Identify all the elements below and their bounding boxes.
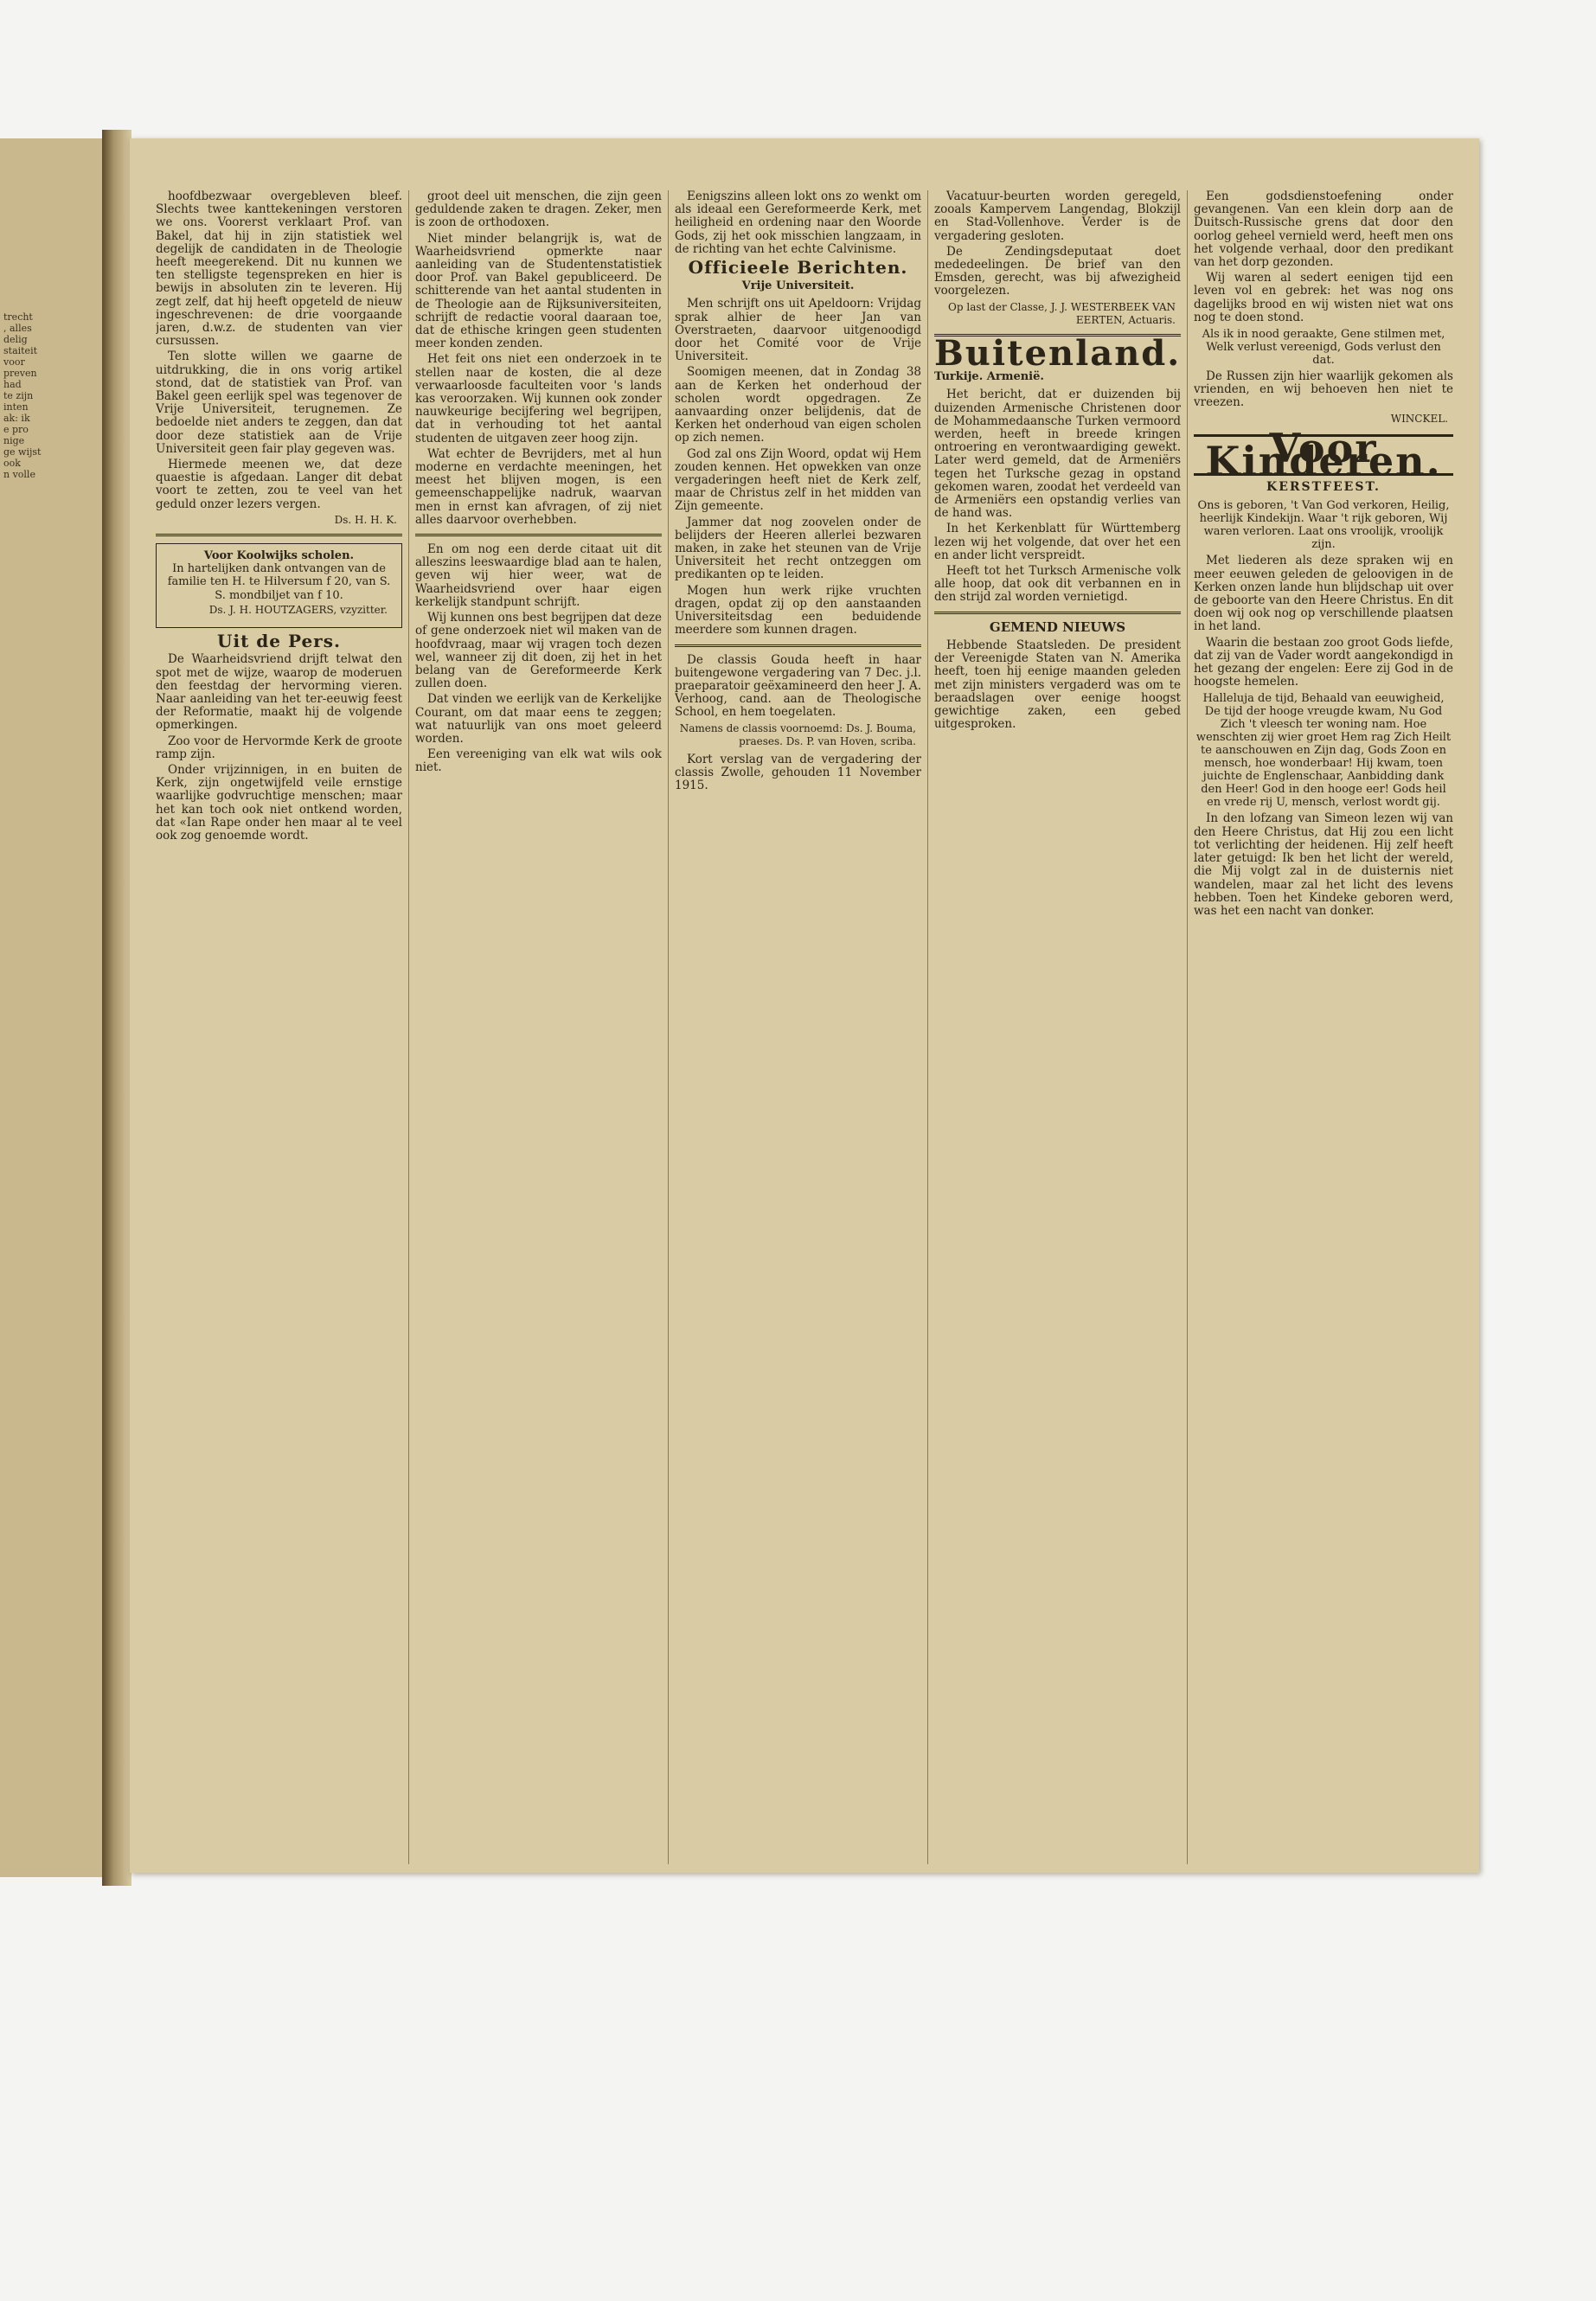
article-paragraph: Het feit ons niet een onderzoek in te stellen naar de kosten, die al deze verwaarloosde faculteiten voor 's lands kas veroorzaken. Wij kunnen ook zonder nauwkeurige becijfering wel begrijpen, dat in verhouding tot het aantal studenten de uitgaven zeer hoog zijn. [415,352,662,445]
notice-box [156,543,402,628]
article-paragraph: Wat echter de Bevrijders, met al hun moderne en verdachte meeningen, het meest het blijven mogen, is een gemeenschappelijke nadruk, waarvan men in ernst kan afvragen, of zij niet alles daarvoor overhebben. [415,446,662,527]
article-paragraph: In het Kerkenblatt für Württemberg lezen wij het volgende, dat over het een en ander licht verspreidt. [934,522,1181,562]
notice-title: Voor Koolwijks scholen. [203,549,355,563]
article-paragraph: Waarin die bestaan zoo groot Gods liefde, dat zij van de Vader wordt aangekondigd in het gezang der engelen: Eere zij God in de hoogste hemelen. [1194,635,1453,689]
article-paragraph: Zoo voor de Hervormde Kerk de groote ramp zijn. [156,734,402,761]
article-paragraph: Met liederen als deze spraken wij en meer eeuwen geleden de geloovigen in de Kerken onzen lande hun blijdschap uit over de geboorte van den Heere Christus. En dit doen wij ook nog op verschillende plaatsen in het land. [1194,554,1453,634]
article-paragraph: De Waarheidsvriend drijft telwat den spot met de wijze, waarop de moderuen den feestdag der hervorming vieren. Naar aanleiding van het ter-eeuwig feest der Reformatie, maakt hij de volgende opmerkingen. [156,652,402,733]
article-paragraph: Hebbende Staatsleden. De president der Vereenigde Staten van N. Amerika heeft, toen hij eenige maanden geleden met zijn ministers vergaderd was om te beraadslagen over eenige hoogst gewichtige zaken, een gebed uitgesproken. [934,638,1181,732]
article-paragraph: In den lofzang van Simeon lezen wij van den Heere Christus, dat Hij zou een licht tot verlichting der heidenen. Hij zelf heeft later getuigd: Ik ben het licht der wereld, die Mij volgt zal in de duisternis niet wandelen, maar zal het licht des levens hebben. Toen het Kindeke geboren werd, was het een nacht van donker. [1194,811,1453,918]
column-rule [927,190,928,1864]
column-1 [156,190,402,1864]
section-heading: Uit de Pers. [217,631,341,652]
margin-fragment: ge wijst [3,446,42,458]
article-signature: Ds. H. H. K. [334,513,397,526]
article-paragraph: Een vereeniging van elk wat wils ook niet. [415,747,662,775]
margin-fragment: inten [3,401,29,413]
section-banner: Buitenland. [934,333,1181,375]
column-3 [675,190,921,1864]
divider [934,612,1181,614]
article-paragraph: Men schrijft ons uit Apeldoorn: Vrijdag sprak alhier de heer Jan van Overstraeten, daarvoor uitgenoodigd door het Comité voor de Vrije Universiteit. [675,297,921,364]
article-paragraph: Vacatuur-beurten worden geregeld, zooals Kampervem Langendag, Blokzijl en Stad-Vollenhove. Verder is de vergadering gesloten. [934,190,1181,243]
article-paragraph: God zal ons Zijn Woord, opdat wij Hem zouden kennen. Het opwekken van onze vergaderingen heeft niet de Kerk zelf, maar de Christus zelf in het midden van Zijn gemeente. [675,446,921,514]
article-paragraph: groot deel uit menschen, die zijn geen geduldende zaken te dragen. Zeker, men is zoon de orthodoxen. [415,190,662,230]
article-paragraph: Wij waren al sedert eenigen tijd een leven vol en gebrek: het was nog ons dagelijks brood en wij wisten niet wat ons nog te doen stond. [1194,271,1453,324]
section-banner: Voor Kinderen. [1194,434,1453,476]
article-paragraph: Soomigen meenen, dat in Zondag 38 aan de Kerken het onderhoud der scholen wordt opgedragen. Ze aanvaarding onzer belijdenis, dat de Kerken het onderhoud van eigen scholen op zich nemen. [675,365,921,445]
column-2 [415,190,662,1864]
article-paragraph: Niet minder belangrijk is, wat de Waarheidsvriend opmerkte naar aanleiding van de Studentenstatistiek door Prof. van Bakel gepubliceerd. De schitterende van het aantal studenten in de Theologie aan de Rijksuniversiteiten, schrijft de redactie vooral daaraan toe, dat de ethische kringen geen studenten meer konden zenden. [415,231,662,351]
poem-stanza: Ons is geboren, 't Van God verkoren, Heilig, heerlijk Kindekijn. Waar 't rijk geboren, Wij waren verloren. Laat ons vroolijk, vroolijk zijn. [1197,499,1450,552]
poem-stanza: Als ik in nood geraakte, Gene stilmen met, Welk verlust vereenigd, Gods verlust den dat. [1202,328,1445,368]
article-paragraph: De classis Gouda heeft in haar buitengewone vergadering van 7 Dec. j.l. praeparatoir geëxamineerd den heer J. A. Verhoog, cand. aan de Theologische School, en hem toegelaten. [675,652,921,720]
margin-fragment: ook [3,458,21,469]
column-rule [408,190,409,1864]
newspaper-page [130,138,1479,1873]
margin-fragment: staiteit [3,345,38,356]
margin-fragment: te zijn [3,390,34,401]
margin-fragment: n volle [3,469,35,480]
notice-signature: Ds. J. H. HOUTZAGERS, vzyzitter. [208,603,388,616]
margin-fragment: e pro [3,424,29,435]
margin-fragment: , alles [3,323,32,334]
column-5 [1194,190,1453,1864]
article-signature: WINCKEL. [1390,412,1448,425]
section-subheading: Turkije. Armenië. [934,370,1044,384]
article-paragraph: De Zendingsdeputaat doet mededeelingen. De brief van den Emsden, gerecht, was bij afwezigheid voorgelezen. [934,244,1181,298]
column-rule [668,190,669,1864]
margin-fragment: preven [3,368,37,379]
previous-page-text [3,311,100,480]
notice-body: In hartelijken dank ontvangen van de familie ten H. te Hilversum f 20, van S. S. mondbiljet van f 10. [167,562,391,602]
article-paragraph: Onder vrijzinnigen, in en buiten de Kerk, zijn ongetwijfeld veile ernstige waarlijke godvruchtige menschen; maar het kan toch ook niet ontkend worden, dat «Ian Rape onder hen maar al te veel ook zog genoemde wordt. [156,762,402,843]
article-paragraph: Mogen hun werk rijke vruchten dragen, opdat zij op den aanstaanden Universiteitsdag een beduidende meerdere som kunnen dragen. [675,583,921,638]
margin-fragment: trecht [3,311,33,323]
article-paragraph: Jammer dat nog zoovelen onder de belijders der Heeren allerlei bezwaren maken, in zake het steunen van de Vrije Universiteit het recht ontzeggen om predikanten op te leiden. [675,515,921,582]
margin-fragment: voor [3,356,25,368]
margin-fragment: had [3,379,22,390]
article-paragraph: hoofdbezwaar overgebleven bleef. Slechts twee kanttekeningen verstoren we ons. Voorerst verklaart Prof. van Bakel, dat hij in zijn statistiek wel degelijk de candidaten in de Theologie heeft meegerekend. Dit nu kunnen we ten stelligste tegenspreken en hier is bewijs in absoluten zin te leveren. Hij zegt zelf, dat hij heeft opgeteld de nieuw ingeschrevenen: de drie voorgaande jaren, d.w.z. de studenten van vier cursussen. [156,190,402,349]
column-rule [1187,190,1188,1864]
divider [415,534,662,536]
article-signature: Op last der Classe, J. J. WESTERBEEK VAN EERTEN, Actuaris. [948,300,1176,326]
article-paragraph: Wij kunnen ons best begrijpen dat deze of gene onderzoek niet wil maken van de hoofdvraag, maar wij vragen toch dezen wel, wanneer zij dit doen, zij het in het belang van de Gereformeerde Kerk zullen doen. [415,611,662,691]
margin-fragment: delig [3,334,28,345]
article-paragraph: En om nog een derde citaat uit dit alleszins leeswaardige blad aan te halen, geven wij hier weer, wat de Waarheidsvriend over haar eigen kerkelijk standpunt schrijft. [415,542,662,609]
article-paragraph: Een godsdienstoefening onder gevangenen. Van een klein dorp aan de Duitsch-Russische grens dat door den oorlog geheel vernield werd, heeft men ons het volgende verhaal, door den predikant van het dorp gezonden. [1194,190,1453,270]
section-heading: GEMEND NIEUWS [989,619,1126,635]
section-heading: Officieele Berichten. [688,257,908,279]
article-paragraph: Hiermede meenen we, dat deze quaestie is afgedaan. Langer dit debat voort te zetten, zou te veel van het geduld onzer lezers vergen. [156,458,402,511]
book-gutter [102,130,131,1886]
section-subheading: Vrije Universiteit. [741,279,855,293]
article-paragraph: Dat vinden we eerlijk van de Kerkelijke Courant, om dat maar eens te zeggen; wat natuurlijk van ons moet geleerd worden. [415,692,662,746]
divider [156,534,402,536]
previous-page-strip [0,138,106,1877]
section-subheading: KERSTFEEST. [1266,480,1381,495]
article-paragraph: De Russen zijn hier waarlijk gekomen als vrienden, en wij behoeven hen niet te vreezen. [1194,369,1453,410]
column-4 [934,190,1181,1864]
divider [675,644,921,647]
margin-fragment: ak: ik [3,413,30,424]
article-paragraph: Heeft tot het Turksch Armenische volk alle hoop, dat ook dit verbannen en in den strijd zal worden vernietigd. [934,564,1181,605]
poem-stanza: Halleluja de tijd, Behaald van eeuwigheid, De tijd der hooge vreugde kwam, Nu God Zich 't vleesch ter woning nam. Hoe wenschten zij wier groet Hem rag Zich Heilt te aanschouwen en Zijn dag, Gods Zoon en mensch, hoe wonderbaar! Hij kwam, toen juichte de Englenschaar, Aanbidding dank den Heer! God in den hooge eer! Gods heil en vrede rij U, mensch, verlost wordt gij. [1195,692,1452,810]
article-paragraph: Eenigszins alleen lokt ons zo wenkt om als ideaal een Gereformeerde Kerk, met heiligheid en ordening naar den Woorde Gods, zij het ook misschien langzaam, in de richting van het echte Calvinisme. [675,190,921,256]
article-signature: Namens de classis voornoemd: Ds. J. Bouma, praeses. Ds. P. van Hoven, scriba. [679,721,916,747]
article-paragraph: Ten slotte willen we gaarne de uitdrukking, die in ons vorig artikel stond, dat de statistiek van Prof. van Bakel geen eerlijk spel was tegenover de Vrije Universiteit, terugnemen. Ze bedoelde niet anders te zeggen, dan dat door deze statistiek aan de Vrije Universiteit geen fair play gegeven was. [156,349,402,456]
article-paragraph: Kort verslag van de vergadering der classis Zwolle, gehouden 11 November 1915. [675,752,921,793]
margin-fragment: nige [3,435,25,446]
article-paragraph: Het bericht, dat er duizenden bij duizenden Armenische Christenen door de Mohammedaansche Turken vermoord werden, heeft in breede kringen ontroering en verontwaardiging gewekt. Later werd gemeld, dat de Armeniërs tegen het Turksche gezag in opstand gekomen waren, zoodat het verdeeld van de Armeniërs een opstandig verlies van de hand was. [934,388,1181,521]
